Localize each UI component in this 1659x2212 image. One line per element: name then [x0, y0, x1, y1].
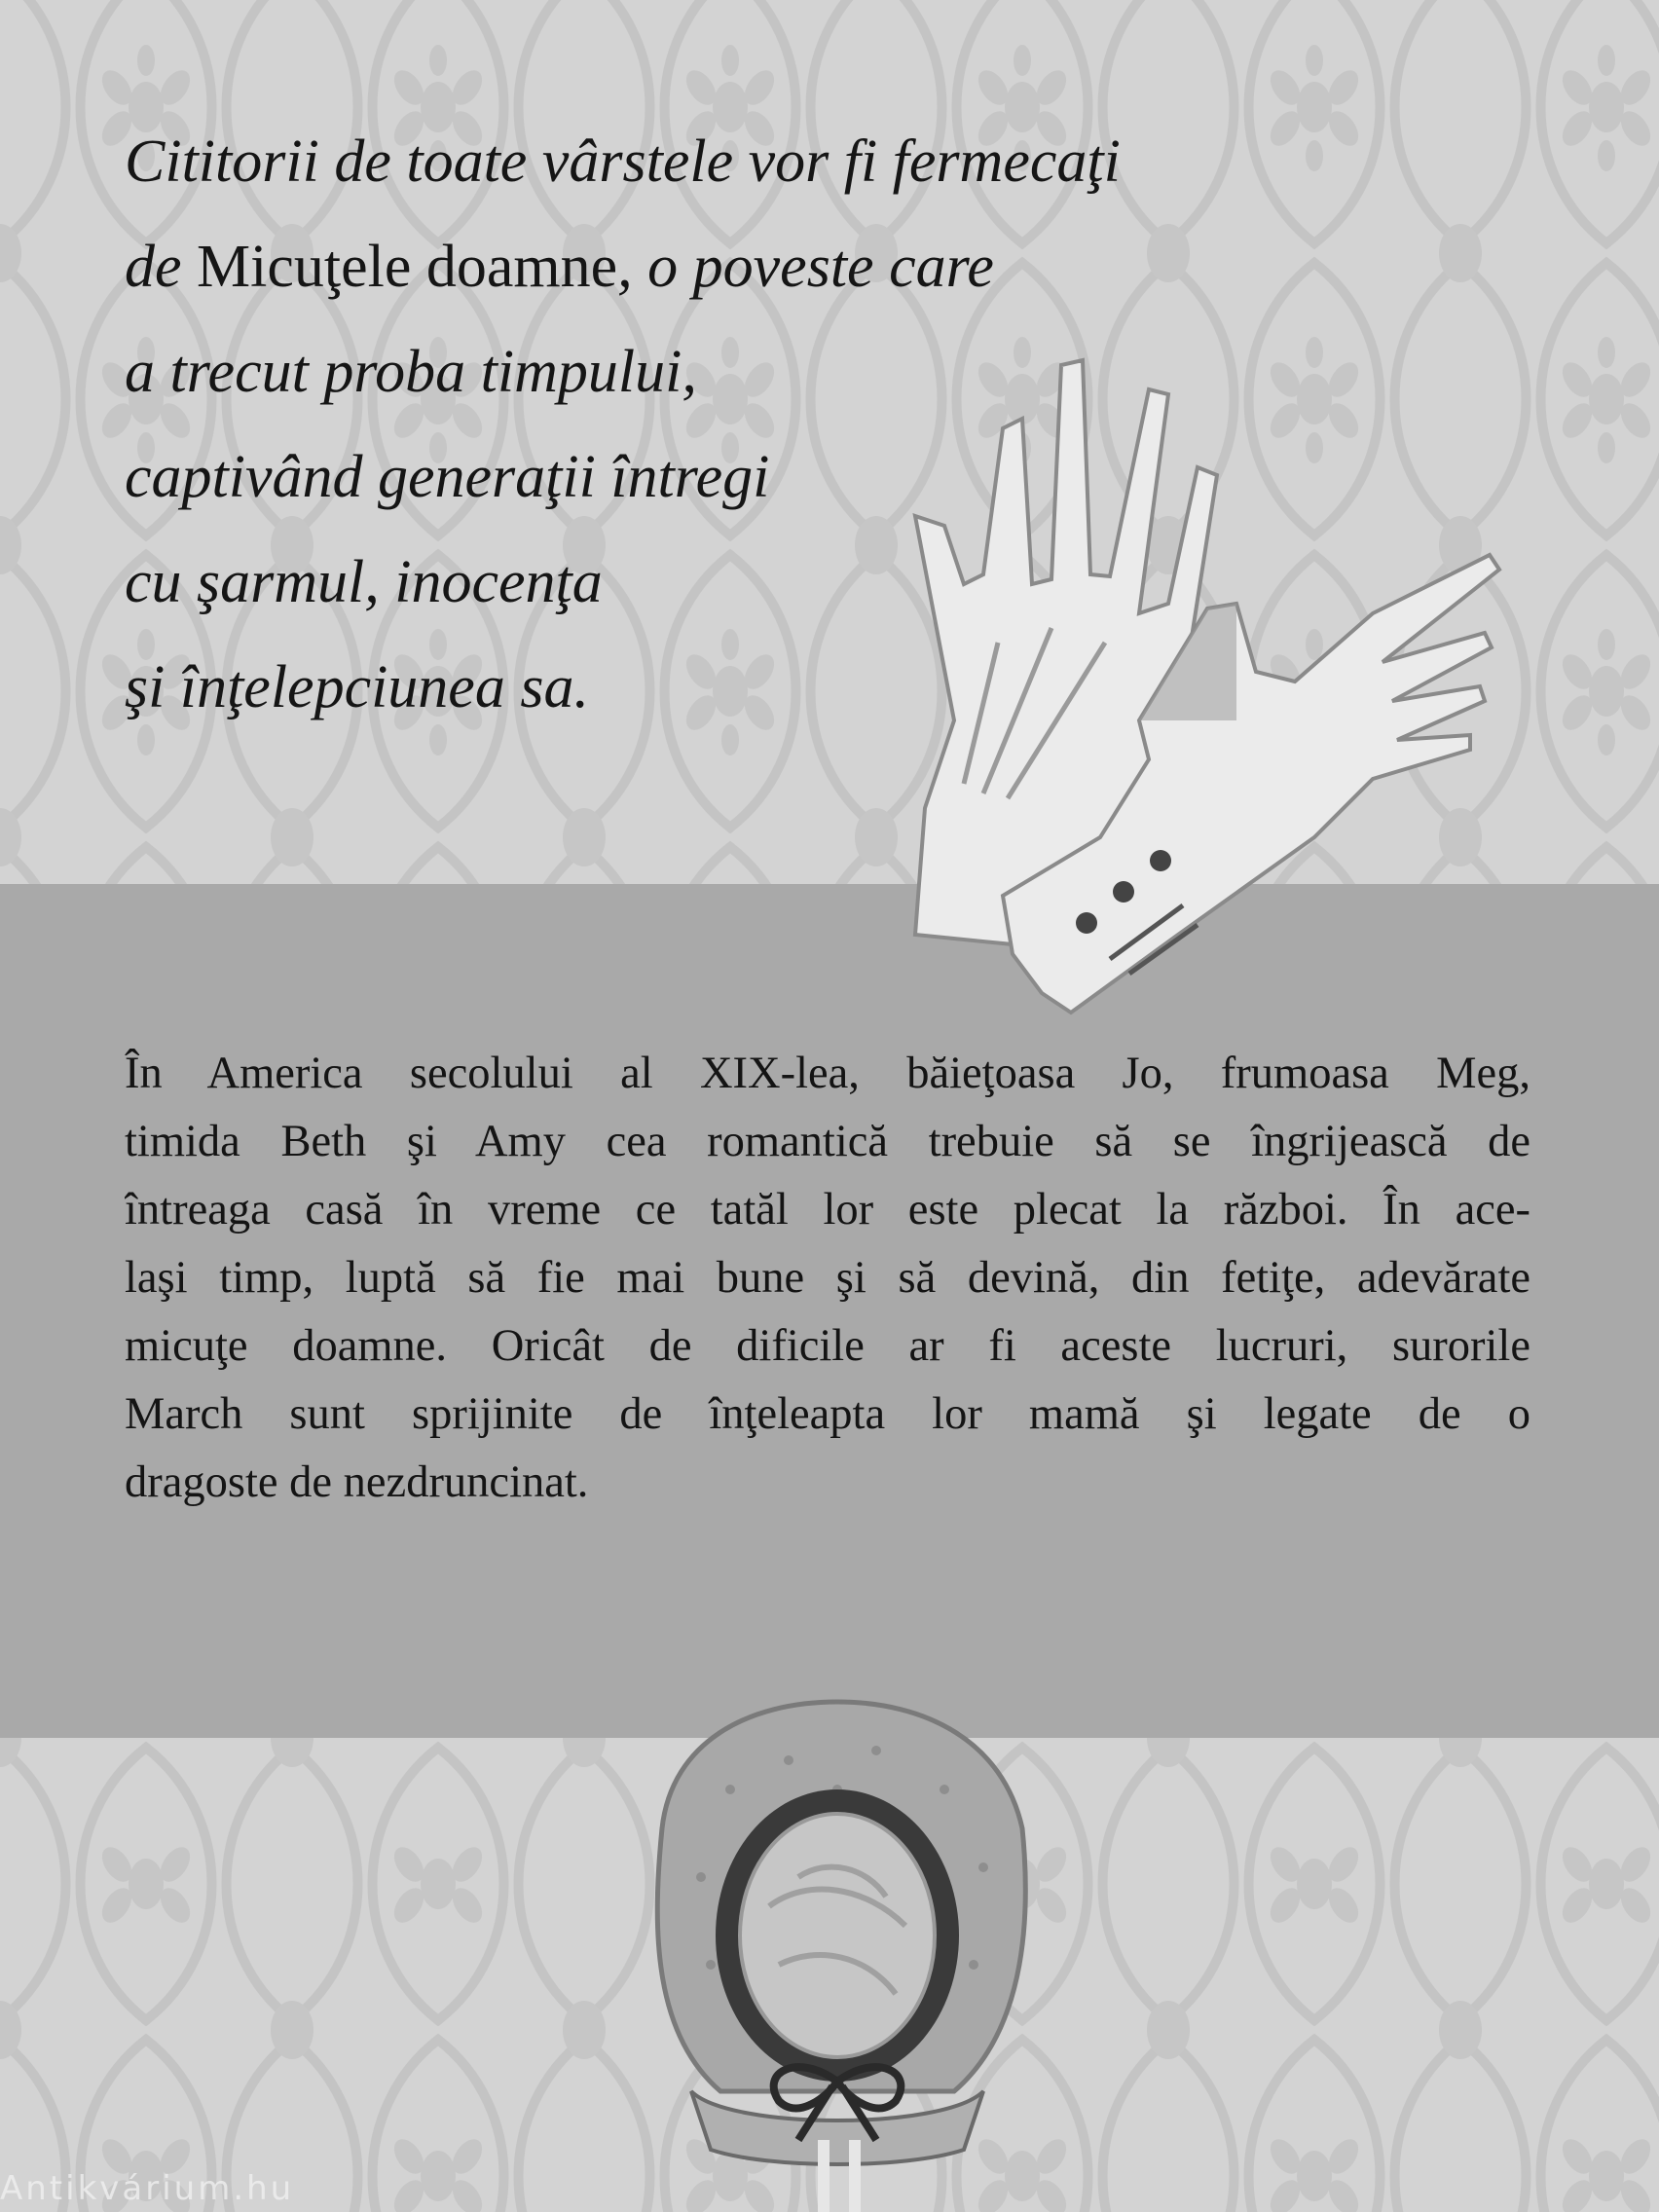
- quote-line-6: şi înţelepciunea sa.: [125, 654, 589, 720]
- quote-line-2: de Micuţele doamne, o poveste care: [125, 234, 994, 300]
- book-description: [125, 1040, 1530, 1517]
- gloves-icon: [905, 350, 1509, 1022]
- description-line: laşi timp, luptă să fie mai bune şi să devină, din fetiţe, adevărate: [125, 1253, 1530, 1303]
- description-line: întreaga casă în vreme ce tatăl lor este plecat la război. În ace-: [125, 1185, 1530, 1235]
- description-line: timida Beth şi Amy cea romantică trebuie să se îngrijească de: [125, 1117, 1530, 1166]
- description-line: March sunt sprijinite de înţeleapta lor mamă şi legate de o: [125, 1389, 1530, 1439]
- quote-line-4: captivând generaţii întregi: [125, 444, 770, 510]
- quote-line-3: a trecut proba timpului,: [125, 339, 697, 405]
- description-line: În America secolului al XIX-lea, băieţoasa Jo, frumoasa Meg,: [125, 1049, 1530, 1098]
- description-line: micuţe doamne. Oricât de dificile ar fi aceste lucruri, surorile: [125, 1321, 1530, 1371]
- quote-line-1: Cititorii de toate vârstele vor fi fermecaţi: [125, 129, 1121, 195]
- description-line: dragoste de nezdruncinat.: [125, 1457, 589, 1507]
- quote-line-5: cu şarmul, inocenţa: [125, 549, 603, 615]
- book-title: Micuţele doamne: [197, 234, 618, 300]
- bonnet-icon: [633, 1682, 1042, 2212]
- watermark: Antikvárium.hu: [0, 2169, 295, 2208]
